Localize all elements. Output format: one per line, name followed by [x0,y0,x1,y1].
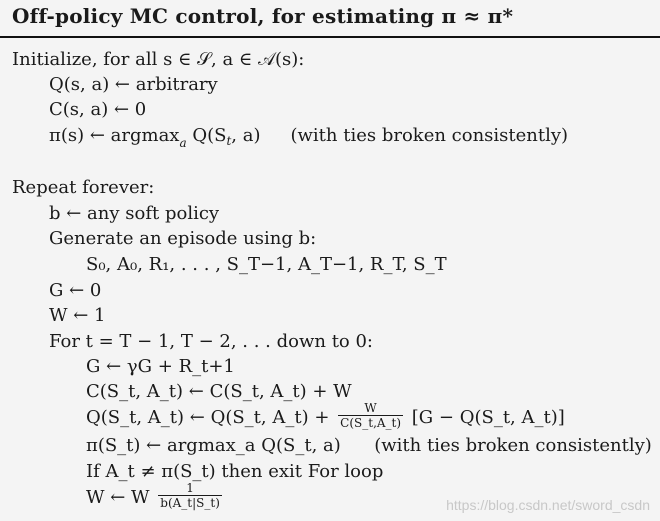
repeat-header: Repeat forever: [12,177,155,198]
q-frac-denominator: C(S_t,A_t) [340,416,402,430]
c-update-line: C(S_t, A_t) ← C(S_t, A_t) + W [86,381,352,402]
title-text: Off-policy MC control, for estimating π ≈ π* [12,4,514,28]
q-update-line [86,401,565,432]
pi-init-argmax-sub: a [179,136,187,150]
episode-line: Generate an episode using b: [49,228,317,249]
title-divider [0,36,660,38]
g-init-line: G ← 0 [49,280,102,301]
w-update-left: W ← W [86,487,150,508]
episode-sequence: S₀, A₀, R₁, . . . , S_T−1, A_T−1, R_T, S_T [86,254,447,275]
w-frac-numerator: 1 [158,482,222,496]
pi-init-main: π(s) ← argmax [49,125,180,146]
pi-init-line: π(s) ← argmax$_a$ $Q(S_t$, a) (with ties broken consistently) [49,125,569,150]
q-init-line: Q(s, a) ← arbitrary [49,74,218,95]
pi-init-tail2: , a) [231,125,261,146]
q-update-right: [G − Q(S_t, A_t)] [411,407,565,428]
pi-init-tail: Q(S [186,125,227,146]
b-line: b ← any soft policy [49,203,220,224]
pi-update-note: (with ties broken consistently) [374,435,652,456]
pi-update-line [86,435,652,457]
init-header: Initialize, for all s ∈ 𝒮, a ∈ 𝒜(s): [12,49,305,70]
g-update-line: G ← γG + R_t+1 [86,356,235,377]
q-update-left: Q(S_t, A_t) ← Q(S_t, A_t) + [86,407,330,428]
q-update-fraction [338,402,403,430]
q-frac-numerator: W [338,402,403,416]
c-init-line: C(s, a) ← 0 [49,99,147,120]
exit-line: If A_t ≠ π(S_t) then exit For loop [86,461,384,482]
watermark: https://blog.csdn.net/sword_csdn [446,497,650,513]
w-init-line: W ← 1 [49,305,106,326]
w-update-fraction [158,482,222,510]
pi-update-main: π(S_t) ← argmax_a Q(S_t, a) [86,435,341,456]
algorithm-title [12,4,513,28]
w-frac-denominator: b(A_t|S_t) [160,496,220,510]
for-line: For t = T − 1, T − 2, . . . down to 0: [49,331,373,352]
w-update-line [86,481,225,512]
pi-init-note: (with ties broken consistently) [290,125,569,146]
